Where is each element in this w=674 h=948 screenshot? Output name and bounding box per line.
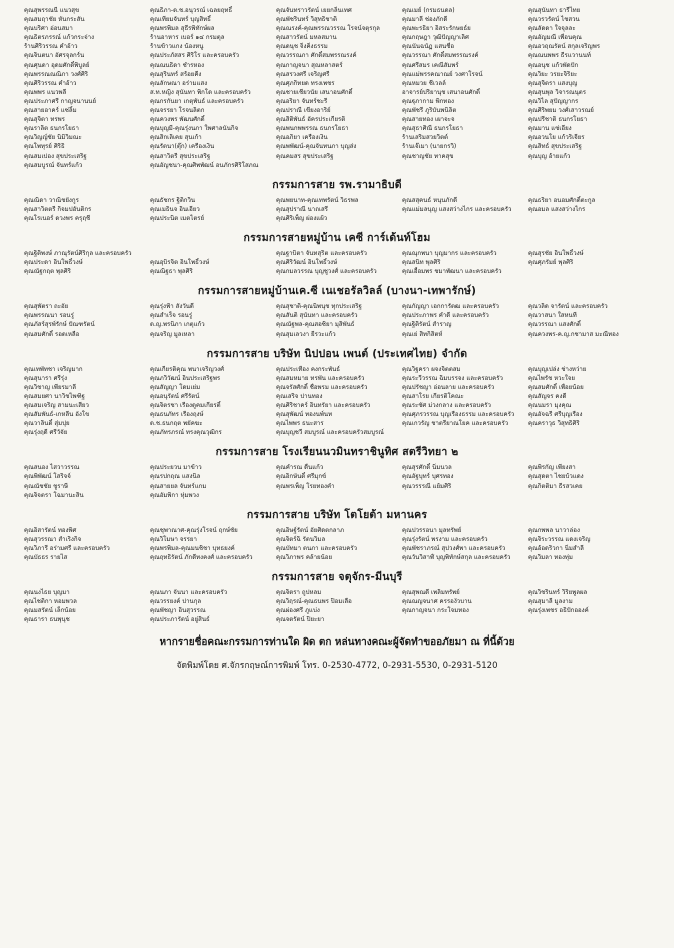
donor-name: ร้านอาหาร เบอร์ ๑๔ กรมตุล [150, 34, 225, 42]
section-title: กรรมการสายหมู่บ้านเค.ซี เนเชอรัลวิลล์ (บางนา-เทพารักษ์) [197, 285, 477, 298]
donor-name: คุณแม่มลนุญ แสงสว่างไกร และครอบครัว [402, 205, 512, 213]
donor-name: คุณประภัสสร ศิริโร และครอบครัว [150, 52, 240, 60]
donor-name: คุณกรกันยา เกตุพันธ์ และครอบครัว [150, 97, 244, 105]
donor-name: คุณสมเปอง สุขประเสริฐ [24, 152, 87, 160]
donor-name: คุณรุ่งฤดี ศรีวัจัย [24, 429, 68, 437]
donor-name: คุณประยวน มาข้าว [150, 464, 202, 472]
donor-name: คุณคมสร สุขประเสริฐ [276, 152, 334, 160]
donor-name: คุณไพพร ธนะสาร [276, 420, 324, 428]
donor-name: คุณลักษณา อร่ามแสง [150, 79, 208, 87]
donor-name: คุณแม่พรรคณาณย์ วงศาโรจน์ [402, 70, 483, 78]
donor-name: คุณเสริจ ปานทอง [276, 392, 323, 400]
donor-name: คุณจินตนา อัศรจุลกร์น [24, 52, 85, 60]
donor-name: คุณสัญญา โดมเย่ม [150, 383, 201, 391]
donor-name: คุณธริยา อนอมศักดิ์ตะกูล [528, 196, 596, 204]
donor-name: คุณอัมพิกา หุ่มพวง [150, 491, 199, 499]
donor-name [402, 428, 524, 437]
donor-name: คุณเกียรติคุณ พนาเจริญวงศ์ [150, 365, 224, 373]
donor-name: คุณอิสารัตน์ ทองพิศ [24, 526, 77, 534]
donor-name: คุณธิภา-ด.ช.อนุวรณ์ เฉลยฤทธิ์ [150, 7, 233, 14]
donor-name: คุณชุพาณาศ-คุณรุ่งโรจน์ ฤกษ์ชัย [150, 526, 238, 534]
donor-name: คุณสุพัฒน์ ทองนพ์นท [276, 411, 333, 419]
donor-name: คุณสายทอง เผาจะจ [402, 116, 455, 124]
donor-name: คุณวิภาพร คล้ายน้อย [276, 554, 333, 562]
donor-name: คุณอิกษันดิ์ ศรีมุกข์ [276, 473, 327, 481]
donor-name: คุณพัชญา อินสุวรรณ [150, 607, 206, 615]
donor-name: ร้านข้าวแกง น้องหนู [150, 43, 204, 51]
donor-name: คุณสุมาลี มูลงาม [528, 598, 573, 606]
donor-name: คุณลัดดา ใจจุลละ [528, 25, 576, 33]
section-name-grid [24, 196, 650, 223]
donor-name: คุณณิฐธา พุลศิริ [150, 268, 193, 276]
donor-name: คุณสุจิตา ทรพร [24, 116, 65, 124]
donor-name: คุณอมล แสงสว่างไกร [528, 205, 586, 213]
section-name-grid [24, 463, 650, 499]
donor-name: คุณสนิท พุลศิริ [402, 259, 441, 267]
donor-name: คุณสายยล จันทร์แกม [150, 482, 207, 490]
donor-name: คุณประเทือง คงกระพันธ์ [276, 365, 341, 373]
donor-name: คุณนมรา มุงคุณ [528, 402, 572, 409]
donor-name: คุณบริศา อ่อนสมา [24, 25, 73, 33]
donor-name: คุณบุญ อ้ายแก้ว [528, 152, 571, 160]
section-name-grid [24, 588, 650, 624]
donor-name: ร้านศิริวรรณ คำอ้าว [24, 43, 78, 51]
donor-name: ด.ญ.พรนิภา เกตุแก้ว [150, 321, 205, 329]
apology-notice: หากรายชื่อคณะกรรมการท่านใด ผิด ตก หล่นทางคณะผู้จัดทำขออภัยมา ณ ที่นี้ด้วย [159, 636, 515, 648]
donor-name: คุณวรรณภา ศักดิ์สมพรรณรงค์ [276, 52, 357, 60]
donor-name: คุณประภาศรี กาญจนานนย์ [24, 97, 97, 105]
donor-name: คุณอิษฐ์รัตน์ อัยศิดตกลาภ [276, 526, 344, 534]
donor-name: คุณวาสนา ใสหนที [528, 312, 577, 320]
donor-name: คุณสันติ สุนันทา และครอบครัว [276, 312, 358, 320]
donor-name: คุณบุญชวี สมบูรณ์ และครอบครัวสมบูรณ์ [276, 429, 384, 437]
donor-name: คุณพรพิมล สุธีรพิทักษ์ผล [150, 25, 215, 33]
donor-name: คุณธิตรภรรณ์ แก้วกระจ่าง [24, 34, 95, 42]
donor-name [528, 615, 650, 624]
donor-name: คุณเย่ สิทกิสิตห์ [402, 330, 443, 338]
donor-name: คุณจตรัตน์ ปิยะยา [276, 616, 325, 624]
donor-name: คุณเอื้อมพร ชมาพัฒนา และครอบครัว [402, 268, 502, 276]
donor-name: คุณอัฐบุทร์ บุศรทอง [402, 473, 454, 481]
donor-name: คุณอภิยา เครืองเงิน [276, 134, 328, 142]
donor-name: คุณณัฐกฤต พุลศิริ [24, 268, 71, 276]
donor-name: คุณศุภรัมย์ พุลศิริ [528, 259, 574, 267]
donor-name [402, 615, 524, 624]
donor-name: คุณอัญชนา-คุณศิพพัฒน์ อนภักรศิริโสภณ [150, 161, 259, 169]
donor-name: คุณภัทรภรณ์ ทรงคุณวุฒิกร [150, 429, 222, 437]
donor-name: คุณจิตรา ถูปหลม [276, 589, 322, 597]
donor-name: คุณสุพณดี เพลิมทรัพย์ [402, 589, 460, 597]
donor-name: คุณวรรรณี แย้มศิริ [402, 482, 452, 490]
donor-name: คุณสายอาคร์ แซ่ลิ้ม [24, 107, 77, 115]
donor-name: คุณประภารัตน์ อยู่สินธ์ [150, 616, 210, 624]
donor-name: คุณนงไธย บุญมา [24, 589, 70, 597]
donor-name: คุณปรีชาติ ธนกรโยธา [528, 116, 588, 124]
donor-name: คุณสุธาศิณี ธนกรโยธา [402, 125, 463, 133]
donor-name: คุณจิจตรา โฉมานะสิน [24, 491, 84, 499]
donor-name: คุณฐุภากาม พิกทอง [402, 97, 454, 105]
donor-name: คุณระวีวรรณ ฉิมบรรจง และครอบครัว [402, 374, 503, 382]
donor-name: คุณหมวย ชีเวลล์ [402, 79, 446, 87]
donor-name: คุณชายเชียวนัย เสนาอนศักดิ์ [276, 88, 353, 96]
donor-name: คุณควงพร-ค.ญ.กชามาส มะณีทอง [528, 330, 619, 338]
donor-name: คุณสรวงศรี เจริญศรี [276, 70, 330, 78]
donor-name [528, 161, 650, 170]
donor-name: คุณณนธิดา ชำรหอง [150, 61, 205, 69]
donor-name: คุณอวนโย แก้วริเจียร [528, 134, 585, 142]
donor-name: คุณวรรณา ศักดิ์สมพรรณรงค์ [402, 52, 479, 60]
donor-name: คุณเมธินจ อินเอียว [150, 205, 200, 213]
donor-name: คุณภวิวัฒน์ อินประเสริฐพร [150, 374, 221, 382]
donor-name: คุณปราณี เขียงอาริย์ [276, 107, 331, 115]
donor-name: คุณฐาบิตา จันทสุริต และครอบครัว [276, 249, 367, 257]
donor-name: คุณประดา อินโพธิ์วงษ์ [24, 259, 83, 267]
donor-name: คุณณุกพนา บุญมากร และครอบครัว [402, 249, 497, 257]
section-title: กรรมการสาย บริษัท นิปปอน เพนต์ (ประเทศไทย) จำกัด [206, 347, 468, 360]
donor-name [150, 249, 272, 258]
donor-name: คุณจิตร์ฉิ รัตนวิมล [276, 535, 326, 543]
donor-name [402, 214, 524, 223]
donor-name: คุณฐิติพงษ์ ภาณุรัตน์ศิริกุล และครอบครัว [24, 249, 132, 257]
donor-name: คุณวิมลา ทองทุ่ม [528, 554, 573, 562]
donor-name: คุณโพทุรย์ ศิริธิ [24, 143, 65, 151]
donor-name: คุณปรัชญา อ่อนลาย และครอบครัว [402, 383, 495, 391]
donor-name: คุณราลิต ธนกรโยธา [24, 125, 79, 133]
donor-name: คุณจันทราวรัตน์ เยยกลิ่นเทศ [276, 7, 352, 14]
donor-name: คุณจรรยา โรจนลิตก [150, 107, 205, 115]
donor-name: คุณไชติกา หอมพวล [24, 598, 77, 606]
donor-name: คุณสนอง ไสวาวรรณ [24, 464, 80, 472]
donor-name: คุณศิริวรรณ คำอ้าว [24, 79, 77, 87]
donor-name: คุณสุชาติ-คุณนิพนุช ทุกประเสริฐ [276, 303, 362, 311]
donor-name: คุณบุญเปล่ง ช่างหว่าย [528, 365, 587, 373]
section-name-grid [24, 249, 650, 276]
donor-name: คุณอัจฉรี ศรีบุญเรือง [528, 411, 583, 419]
donor-name: คุณพัชราภรณ์ สุปวงศ์พา และครอบครัว [402, 544, 506, 552]
donor-name: คุณสิกเลิเคย สุนเก้า [150, 134, 202, 142]
donor-name: คุณณัฐพล-คุณสอซิยา มุสิพันธ์ [276, 321, 355, 329]
donor-name: คุณกิตติมา ธีรสวเคย [528, 482, 583, 490]
committee-sections [24, 176, 650, 625]
donor-name: คุณพยนาท-คุณเทพรัตน์ วิธรพล [276, 196, 359, 204]
donor-name: คุณจิตรชา เรืองดูคมเกียรติ์ [150, 402, 221, 409]
donor-name: คุณสมบูรณ์ จันทร์แก้ว [24, 161, 83, 169]
donor-name: คุณวิไล สุปัญญากร [528, 97, 579, 105]
donor-name: คุณรัตนา(ตุ๊ก) เครืองเงิน [150, 143, 215, 151]
donor-name: คุณสมศักดิ์ รอดเหลือ [24, 330, 80, 338]
donor-name: คุณวรรยงค์ ปานกุล [150, 598, 202, 606]
donor-name: คุณมาลี ช่องภักดี [402, 16, 448, 24]
donor-name: คุณสาวรัตน์ มหลสมาน [276, 34, 337, 42]
donor-name: คุณอัญมณี เพื่อนคุณ [528, 34, 582, 42]
donor-name: คุณบัธธร รายไส [24, 554, 68, 562]
donor-name: คุณสุนารา ศรีรุ่ง [24, 374, 68, 382]
donor-name: คุณพัชรินทร์ วิสุทธิชาติ [276, 16, 337, 24]
donor-name: คุณสาโรย เกียรติโคณะ [402, 392, 464, 400]
donor-name: คุณพรรณนา รอนรู่ [24, 312, 74, 320]
donor-name: คุณพรเพ็ญ โรยทองคำ [276, 482, 335, 490]
donor-name: คุณพรพิมล-คุณมนชิชา บุทธยงค์ [150, 544, 235, 552]
donor-name: คุณกาญจนา สุณหลาสตร์ [276, 61, 343, 69]
printer-credit: จัดพิมพ์โดย ศ.จักรกฤษณ์การพิมพ์ โทร. 0-2530-4772, 0-2931-5530, 0-2931-5120 [176, 660, 498, 671]
footer [24, 635, 650, 672]
donor-name: คุณธนภัทร เรืองฤงษ์ [150, 411, 204, 419]
donor-name [402, 161, 524, 170]
donor-name: คุณบัทมา ตนภา และครอบครัว [276, 544, 358, 552]
donor-name: คุณสิติพันธ์ อัครประเกียรติ [276, 116, 346, 124]
section-title: กรรมการสาย จตุจักร-มีนบุรี [271, 571, 403, 584]
donor-name: คุณชาญชัย ทาคสุข [402, 152, 454, 160]
donor-name: คุณพนกพพรรณ ธนกรโยธา [276, 125, 349, 133]
donor-name: คุณสุปราณี นาถเสรี [276, 205, 328, 213]
donor-name: คุณสุนันทา ธารีไทย [528, 7, 581, 14]
donor-name: คุณฤทธิรัตน์ ภักดีทงคงศ์ และครอบครัว [150, 554, 253, 562]
donor-name: คุณไพรัช หวะใจย [528, 374, 575, 382]
donor-name [528, 428, 650, 437]
donor-name: คุณกพพล นาวาล่อง [528, 526, 580, 534]
donor-name: คุณสุพัตรา ถะอัย [24, 303, 69, 311]
donor-name: คุณสุวรรณา สำเริงกิจ [24, 535, 82, 543]
donor-name: คุณวิฤรณ์-คุณธนพร ปิอมเลือ [276, 598, 352, 606]
donor-name: คุณศรีสมร เคณีสัมพร์ [402, 61, 459, 69]
donor-name: คุณกฤษฎา วุฒิปัญญาเลิศ [402, 34, 469, 42]
section-title: กรรมการสาย โรงเรียนนวมินทราชินูทิศ สตรีวิทยา ๒ [215, 446, 459, 459]
section-title: กรรมการสาย รพ.รามาธิบดี [272, 178, 402, 191]
donor-name: คุณอ้อดริวกา นิ่มสำลี [528, 544, 584, 552]
donor-name: คุณผ่องศรี ภูแบ่ง [276, 607, 320, 615]
section-name-grid [24, 526, 650, 562]
donor-name: คุณควงพร พัฒนศักดิ์ [150, 116, 205, 124]
donor-name [528, 214, 650, 223]
donor-name: คุณประนิต เมตไตรย์ [150, 214, 205, 222]
donor-name: คุณดนุช จิ๋งคิ่งธรรม [276, 43, 328, 51]
donor-name: คุณเกวรัญ ชาตรียาณโยค และครอบครัว [402, 420, 509, 428]
donor-name: คุณอวฤณรัตน์ สกุลเจริญพร [528, 43, 601, 51]
donor-name: คุณพพร แนวพลี [24, 88, 67, 96]
donor-name: คุณวิชรินทร์ วิริยพูลผล [528, 589, 588, 597]
donor-name: คุณศิริวัฒน์ อินโพธิ์วงษ์ [276, 259, 338, 267]
donor-name: คุณมาน แซ่เอียง [528, 125, 572, 133]
top-donor-list [24, 6, 650, 170]
donor-name: คุณสมศักดิ์ เพื่อยน้อย [528, 383, 584, 391]
section-title: กรรมการสายหมู่บ้าน เคซี การ์เด้นท์โฮม [243, 231, 431, 244]
donor-name: คุณคำรณ ดื่นแก้ว [276, 464, 324, 472]
donor-name [528, 491, 650, 500]
donor-name [276, 491, 398, 500]
donor-name: คุณประภาพร คำดี และครอบครัว [402, 312, 489, 320]
donor-name: คุณวันวิสาฬ์ บุญพิทักษ์สกุล และครอบครัว [402, 554, 511, 562]
donor-name: คุณสุมเลวงา ยีรวะแก้ว [276, 330, 336, 338]
donor-name: คุณศุภกิทยด ทรงเพชร [276, 79, 335, 87]
donor-name: คุณสุดตา ไชยบ้วแดง [528, 473, 584, 481]
donor-name: คุณณรงค์-คุณพรรณวรรณ โรจน์จตุรกุล [276, 25, 380, 33]
donor-name: คุณนภา จันนา และครอบครัว [150, 589, 228, 597]
donor-name: คุณณิดา วาณิชยังกูร [24, 196, 79, 204]
donor-name: คุณศิริพยม วงศ์เสาวรณย์ [528, 107, 594, 115]
donor-name: คุณวิชาญ เพียรมาลี [24, 383, 76, 391]
donor-name: คุณพพัฒน์-คุณจันทนภา บุญส่ง [276, 143, 357, 151]
donor-name: คุณศุนดา อุดมศักดิ์พิบูลย์ [24, 61, 90, 69]
donor-name: คุณเทียมจันทร์ บุญสิทธิ์ [150, 16, 211, 24]
donor-name: คุณอริยา จันทร์ชะรี [276, 97, 328, 105]
donor-name: คุณภัสร์สุรพ์รักษ์ ปัณฑรัตน์ [24, 321, 95, 329]
donor-name: คุณวิภารี อร่ามศรี และครอบครัว [24, 544, 110, 552]
donor-name: คุณวิโมษา จรรยา [150, 535, 197, 543]
donor-name: คุณพรรณณณิภา วงศ์ศิริ [24, 70, 89, 78]
donor-name: คุณกาญจนา กระโจมทอง [402, 607, 469, 615]
donor-name [402, 491, 524, 500]
donor-name: คุณธัชกร ฐิติกวิน [150, 196, 196, 204]
donor-name: คุณนันฉนัฏ แสนชื่อ [402, 43, 455, 51]
donor-name: ด.ช.ธนกฤต พยัคฆะ [150, 420, 203, 428]
donor-name: คุณวลิด จารัตน์ และครอบครัว [528, 303, 608, 311]
donor-name: คุณมสรัตน์ เล็กน้อย [24, 607, 76, 615]
donor-name: คุณสำเร็จ รอนรู่ [150, 312, 193, 320]
donor-name: คุณสุจิตรา แสงบุญ [528, 79, 578, 87]
donor-name: คุณสาวิตรี สุขประเสริฐ [150, 152, 211, 160]
donor-name: คุณพะรธิยา อิสระรักษยธ์ย [402, 25, 471, 33]
donor-name: คุณสมหมาย ทรพัน และครอบครัว [276, 374, 365, 382]
donor-name: ส.ท.หญิง สุนันทา พิกโด และครอบครัว [150, 88, 251, 96]
donor-name: คุณระชัศ ม่วงกลาง และครอบครัว [402, 402, 491, 409]
donor-name: คุณกัญญา เอกการัตฒ และครอบครัว [402, 303, 499, 311]
donor-name: คุณณญจนาศ ครรองัวบาน [402, 598, 472, 606]
donor-name: คุณสมฤาชัย หันกระสัน [24, 16, 85, 24]
donor-name: คุณพัชรี ภูริบันพนิลิต [402, 107, 457, 115]
section-title: กรรมการสาย บริษัท โตโยต้า มหานคร [246, 508, 428, 521]
donor-name: คุณศิริเพ็ญ ผ่องแผ้ว [276, 214, 328, 222]
donor-name: คุณรุ่งเพชร อธิปักอองค์ [528, 607, 589, 615]
donor-name: คุณวรวรัตน์ ไชสวน [528, 16, 580, 24]
donor-name: คุณฐิติรัตน์ สำราญ [402, 321, 452, 329]
donor-name: คุณจริญ มูลเหลา [150, 330, 195, 338]
donor-name: ร้านเสริมสวยวิตต์ [402, 134, 449, 142]
donor-name: คุณสุนพุล วิจารณนุตร [528, 88, 587, 96]
donor-name: คุณณนพพร ธีรแวานนท์ [528, 52, 591, 60]
donor-name: อาจารย์ปริยานุช เสนาอนศักดิ์ [402, 88, 481, 96]
donor-name: คุณสิทธ์ สุขประเสริฐ [528, 143, 582, 151]
donor-name: คุณพิรกัญ เพียงสา [528, 464, 576, 472]
donor-name: คุณอนุช แก้วพัดปัก [528, 61, 579, 69]
donor-name: คุณบุญมี-คุณรุ่งนภา ใพศาลนันกิจ [150, 125, 239, 133]
donor-name: คุณวาลินดิ์ สุ่มปุย [24, 420, 70, 428]
donor-name: คุณอุบิรจิต อินโพธิ์วงษ์ [150, 259, 210, 267]
donor-name: คุณสัมพันธ์-เกหลีน อังโข [24, 411, 90, 419]
donor-name: คุณวิญญ์ชัย นิมิวิมณะ [24, 134, 82, 142]
donor-name: คุณคราวุธ วิสุทธิศิริ [528, 420, 580, 428]
donor-name: คุณกมลวรรณ บุญชูวงศ์ และครอบครัว [276, 268, 377, 276]
section-name-grid [24, 365, 650, 438]
donor-name: คุณจรัสศักดิ์ ชื่อพรม และครอบครัว [276, 383, 368, 391]
donor-name: คุณณัชชัย ชูราษี [24, 482, 69, 490]
section-name-grid [24, 302, 650, 338]
donor-name [528, 267, 650, 276]
donor-name: คุณรปกฤณ แสงนิล [150, 473, 201, 481]
donor-name: คุณศิริชาคร์ อินทรัยา และครอบครัว [276, 402, 371, 409]
donor-name: คุณโรเนอร์ ดวงพร ครุฤชี [24, 214, 91, 222]
donor-name: คุณวิฐครา ผจงจิตตสม [402, 365, 461, 373]
donor-name: คุณรุ่งฟ้า สังวันดี [150, 303, 194, 311]
donor-name: คุณสมยศา นาวิชไพฑิฐ [24, 392, 85, 400]
donor-name: คุณธารา ธนพุนุช [24, 616, 70, 624]
donor-name: คุณรุ่งรัตน์ พรงาม และครอบครัว [402, 535, 488, 543]
donor-name: คุณสุรินทร์ สร้อยคีง [150, 70, 202, 78]
donor-name: คุณสสุคนธ์ หนุนภักดี [402, 196, 458, 204]
donor-name: คุณเมย์ (กรมธนดล) [402, 7, 455, 14]
donor-name: คุณอนุรัตน์ ศรีรัตน์ [150, 392, 200, 400]
donor-name: คุณสุรชัย อินโพธิ์วงษ์ [528, 249, 584, 257]
donor-name: คุณสัญจร คงดี [528, 392, 567, 400]
donor-name: คุณสุรศักดิ์ นิ่มนวล [402, 464, 452, 472]
donor-name: คุณจิระวรรณ แดงเจริญ [528, 535, 591, 543]
donor-name: ร้านเจ๊เมา (นายกรวิ) [402, 143, 457, 151]
donor-name [276, 161, 398, 170]
donor-name: คุณสุพรรณนี แนวสุข [24, 7, 80, 14]
donor-name: คุณสาวิตตรี กิจมปอันติกร [24, 205, 92, 213]
donor-name: คุณเทพัทชา เจริญมาก [24, 365, 83, 373]
donor-name: คุณปวรรอนา มุลทรัพย์ [402, 526, 462, 534]
donor-name: คุณพิพัฒน์ โสริจจ์ [24, 473, 71, 481]
donor-name: คุณวรรณา แสงศักดิ์ [528, 321, 581, 329]
donor-name: คุณสมเจริญ สามนะเสียว [24, 402, 89, 409]
donor-name: คุณศุภรวรรณ บุญเรืองธรรม และครอบครัว [402, 411, 515, 419]
donor-name: คุณวิยะ วรยะจิริยะ [528, 70, 578, 78]
